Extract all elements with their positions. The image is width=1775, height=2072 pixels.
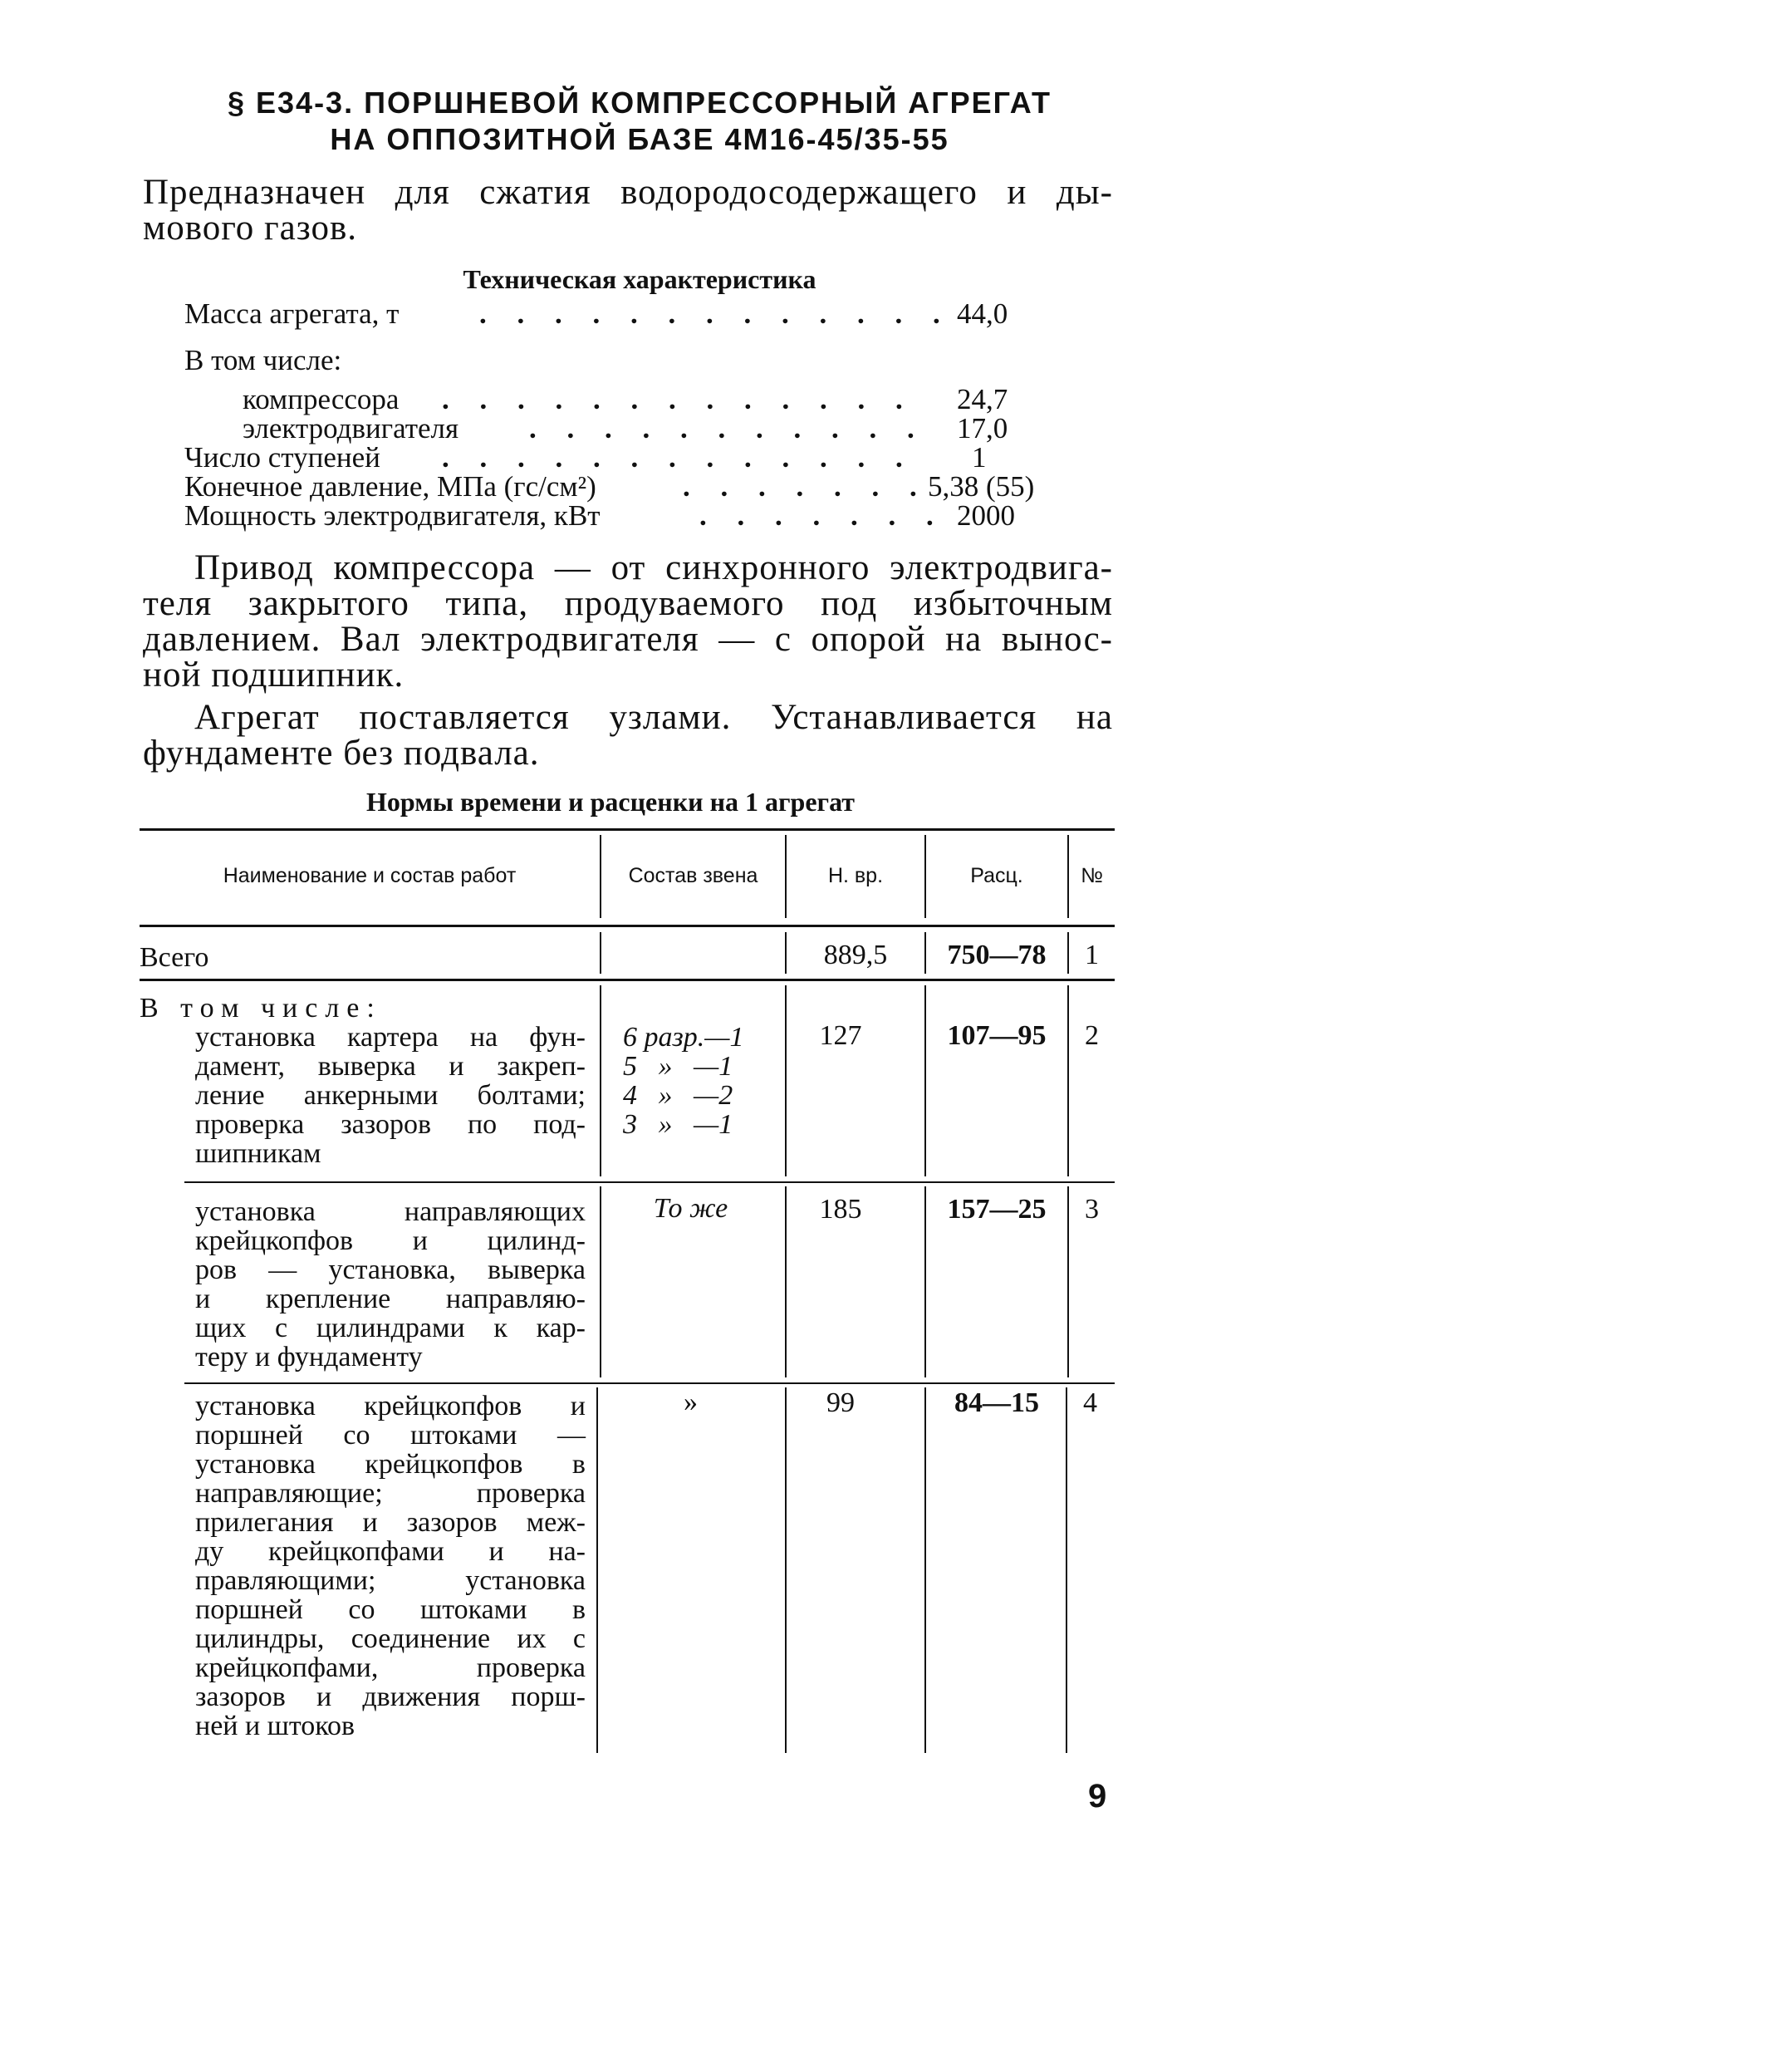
row-no: 3	[1085, 1194, 1099, 1225]
col-rule	[924, 985, 926, 1176]
page-number: 9	[1088, 1778, 1107, 1814]
spec-value: 2000	[957, 499, 1015, 532]
row-no: 4	[1083, 1387, 1097, 1418]
spec-label: Число ступеней	[184, 441, 380, 474]
work-line: поршней со штоками в	[195, 1594, 586, 1625]
row-norm: 99	[826, 1387, 855, 1418]
work-line: дамент, выверка и закреп-	[195, 1051, 586, 1082]
delivery-line: фундаменте без подвала.	[143, 734, 540, 773]
spec-label: Мощность электродвигателя, кВт	[184, 499, 601, 532]
drive-paragraph	[143, 550, 1113, 693]
work-line: ду крейцкопфами и на-	[195, 1536, 586, 1567]
spec-dots: . . . . . . . . . . .	[529, 412, 926, 444]
work-line: прилегания и зазоров меж-	[195, 1507, 586, 1538]
work-line: зазоров и движения порш-	[195, 1682, 586, 1712]
work-line: направляющие; проверка	[195, 1478, 586, 1509]
col-rule	[1066, 1387, 1067, 1753]
work-line: ров — установка, выверка	[195, 1254, 586, 1285]
work-line: теру и фундаменту	[195, 1342, 423, 1372]
work-line: крейцкопфами, проверка	[195, 1652, 586, 1683]
drive-line: давлением. Вал электродвигателя — с опорой на вынос-	[143, 620, 1113, 659]
work-line: правляющими; установка	[195, 1565, 586, 1596]
work-line: цилиндры, соединение их с	[195, 1623, 586, 1654]
work-description	[195, 1392, 586, 1741]
row-rate: 157—25	[947, 1194, 1047, 1225]
spec-label: компрессора	[243, 383, 400, 415]
spec-dots: . . . . . . . . . . . . .	[442, 383, 914, 415]
spec-title: Техническая характеристика	[463, 264, 816, 294]
crew-line: То же	[653, 1193, 728, 1224]
spec-dots: . . . . . . . . . . . . .	[442, 441, 914, 474]
col-rule	[1067, 985, 1069, 1176]
spec-label: Масса агрегата, т	[184, 297, 400, 330]
col-rule	[924, 1387, 926, 1753]
row-norm: 127	[819, 1020, 862, 1051]
work-line: щих с цилиндрами к кар-	[195, 1313, 586, 1343]
crew-line: 6 разр.—1	[623, 1022, 744, 1053]
table-title: Нормы времени и расценки на 1 агрегат	[366, 787, 855, 817]
work-line: поршней со штоками —	[195, 1420, 586, 1451]
col-rule	[785, 985, 787, 1176]
drive-line: ной подшипник.	[143, 655, 405, 695]
spec-dots: . . . . . . .	[683, 470, 929, 503]
spec-list	[184, 299, 1081, 540]
crew-line: 3 » —1	[623, 1109, 733, 1140]
work-line: установка направляющих	[195, 1196, 586, 1227]
drive-line: теля закрытого типа, продуваемого под избыточным	[143, 584, 1113, 623]
spec-label: электродвигателя	[243, 412, 459, 444]
table-row-rule	[184, 1382, 1115, 1384]
crew-line: »	[684, 1387, 698, 1417]
work-line: шипникам	[195, 1138, 321, 1169]
spec-value: 17,0	[957, 412, 1008, 444]
intro-paragraph	[143, 174, 1113, 246]
spec-label: В том числе:	[184, 344, 342, 376]
work-description	[195, 1197, 586, 1372]
total-norm: 889,5	[823, 940, 888, 970]
spec-dots: . . . . . . . . . . . . .	[479, 297, 952, 330]
col-rule	[600, 985, 601, 1176]
row-rate: 107—95	[947, 1020, 1047, 1051]
spec-value: 5,38 (55)	[928, 470, 1035, 503]
including-label: В том числе:	[140, 993, 382, 1024]
header-work: Наименование и состав работ	[223, 864, 517, 887]
col-rule	[600, 932, 601, 974]
total-label: Всего	[140, 942, 209, 973]
table-top-rule	[140, 828, 1115, 831]
header-norm: Н. вр.	[827, 864, 884, 887]
row-rate: 84—15	[954, 1387, 1039, 1418]
header-no: №	[1081, 864, 1103, 887]
row-norm: 185	[819, 1194, 862, 1225]
section-title-line-1: § Е34-3. ПОРШНЕВОЙ КОМПРЕССОРНЫЙ АГРЕГАТ	[227, 86, 1052, 120]
spec-label: Конечное давление, МПа (гс/см²)	[184, 470, 596, 503]
work-line: ление анкерными болтами;	[195, 1080, 586, 1111]
work-line: проверка зазоров по под-	[195, 1109, 586, 1140]
section-title-line-2: НА ОППОЗИТНОЙ БАЗЕ 4М16-45/35-55	[330, 122, 949, 156]
work-line: установка крейцкопфов и	[195, 1391, 586, 1421]
col-rule	[785, 1387, 787, 1753]
work-line: установка картера на фун-	[195, 1022, 586, 1053]
work-line: установка крейцкопфов в	[195, 1449, 586, 1480]
spec-value: 44,0	[957, 297, 1008, 330]
delivery-line: Агрегат поставляется узлами. Устанавливается на	[194, 698, 1113, 737]
drive-line: Привод компрессора — от синхронного электродвига-	[194, 548, 1113, 587]
work-line: ней и штоков	[195, 1711, 355, 1741]
table-row-rule	[184, 1181, 1115, 1183]
total-rate: 750—78	[947, 940, 1047, 970]
work-line: крейцкопфов и цилинд-	[195, 1225, 586, 1256]
total-no: 1	[1085, 940, 1099, 970]
table-header-rule	[140, 925, 1115, 927]
work-line: и крепление направляю-	[195, 1284, 586, 1314]
col-rule	[596, 1387, 598, 1753]
spec-dots: . . . . . . .	[699, 499, 945, 532]
delivery-paragraph	[143, 700, 1113, 771]
spec-value: 1	[972, 441, 987, 474]
intro-line: Предназначен для сжатия водородосодержащего и ды-	[143, 173, 1113, 212]
table-total-rule	[140, 979, 1115, 981]
header-crew: Состав звена	[628, 864, 758, 887]
crew-line: 4 » —2	[623, 1080, 733, 1111]
intro-line: мового газов.	[143, 209, 358, 248]
spec-value: 24,7	[957, 383, 1008, 415]
work-description	[195, 1023, 586, 1168]
crew-line: 5 » —1	[623, 1051, 733, 1082]
row-no: 2	[1085, 1020, 1099, 1051]
header-rate: Расц.	[970, 864, 1023, 887]
